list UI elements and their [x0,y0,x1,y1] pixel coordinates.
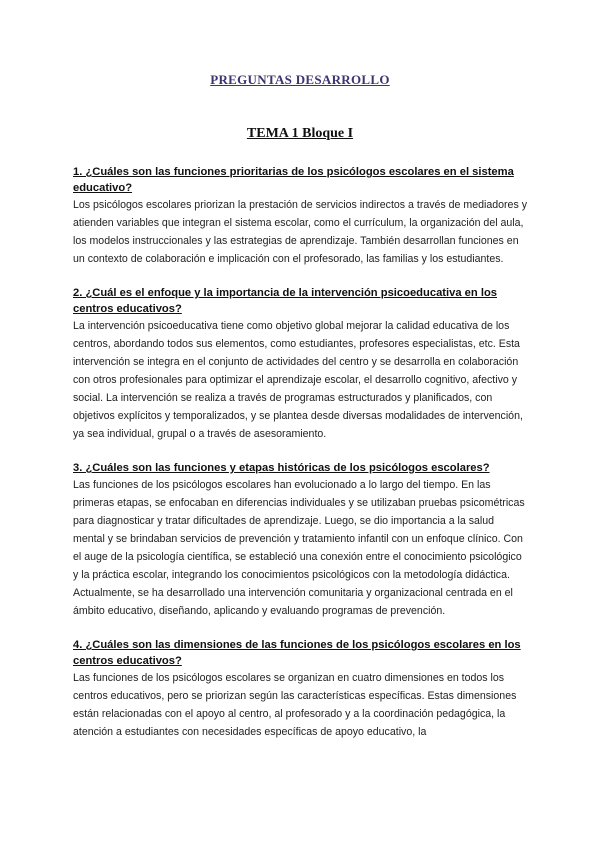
question-2: 2. ¿Cuál es el enfoque y la importancia de la intervención psicoeducativa en los centros educativos? [73,287,498,315]
section-title: TEMA 1 Bloque I [246,126,354,141]
question-1: 1. ¿Cuáles son las funciones prioritarias de los psicólogos escolares en el sistema educativo? [73,166,514,194]
question-3: 3. ¿Cuáles son las funciones y etapas históricas de los psicólogos escolares? [73,462,490,474]
document-title: PREGUNTAS DESARROLLO [210,72,390,87]
question-4: 4. ¿Cuáles son las dimensiones de las funciones de los psicólogos escolares en los centros educativos? [73,639,521,667]
answer-2: La intervención psicoeducativa tiene como objetivo global mejorar la calidad educativa de los centros, abordando todos sus elementos, como estudiantes, profesores especialistas, etc. Esta intervención se integra en el conjunto de actividades del centro y se desarrolla en colaboración con otros profesionales para optimizar el aprendizaje escolar, el desarrollo cognitivo, afectivo y social. La intervención se realiza a través de programas estructurados y planificados, con objetivos explícitos y temporalizados, y se plantea desde diversas modalidades de intervención, ya sea individual, grupal o a través de asesoramiento. [73,320,523,440]
question-list [73,164,528,758]
answer-4: Las funciones de los psicólogos escolares se organizan en cuatro dimensiones en todos los centros educativos, pero se priorizan según las características específicas. Estas dimensiones están relacionadas con el apoyo al centro, al profesorado y a la coordinación pedagógica, la atención a estudiantes con necesidades específicas de apoyo educativo, la [73,672,517,738]
question-block-1 [73,164,528,268]
question-block-2 [73,285,528,443]
question-block-4 [73,637,528,741]
answer-1: Los psicólogos escolares priorizan la prestación de servicios indirectos a través de mediadores y atienden variables que integran el sistema escolar, como el currículum, la organización del aula, los modelos instruccionales y las estrategias de aprendizaje. También desarrollan funciones en un contexto de colaboración e implicación con el profesorado, las familias y los estudiantes. [73,199,527,265]
question-block-3 [73,460,528,620]
answer-3: Las funciones de los psicólogos escolares han evolucionado a lo largo del tiempo. En las primeras etapas, se enfocaban en diferencias individuales y se utilizaban pruebas psicométricas para diagnosticar y tratar dificultades de aprendizaje. Luego, se dio importancia a la salud mental y se brindaban servicios de prevención y tratamiento infantil con un enfoque clínico. Con el auge de la psicología científica, se estableció una conexión entre el conocimiento psicológico y la práctica escolar, integrando los conocimientos psicológicos con la metodología didáctica. Actualmente, se ha desarrollado una intervención comunitaria y organizacional centrada en el ámbito educativo, diseñando, aplicando y evaluando programas de prevención. [73,479,525,617]
